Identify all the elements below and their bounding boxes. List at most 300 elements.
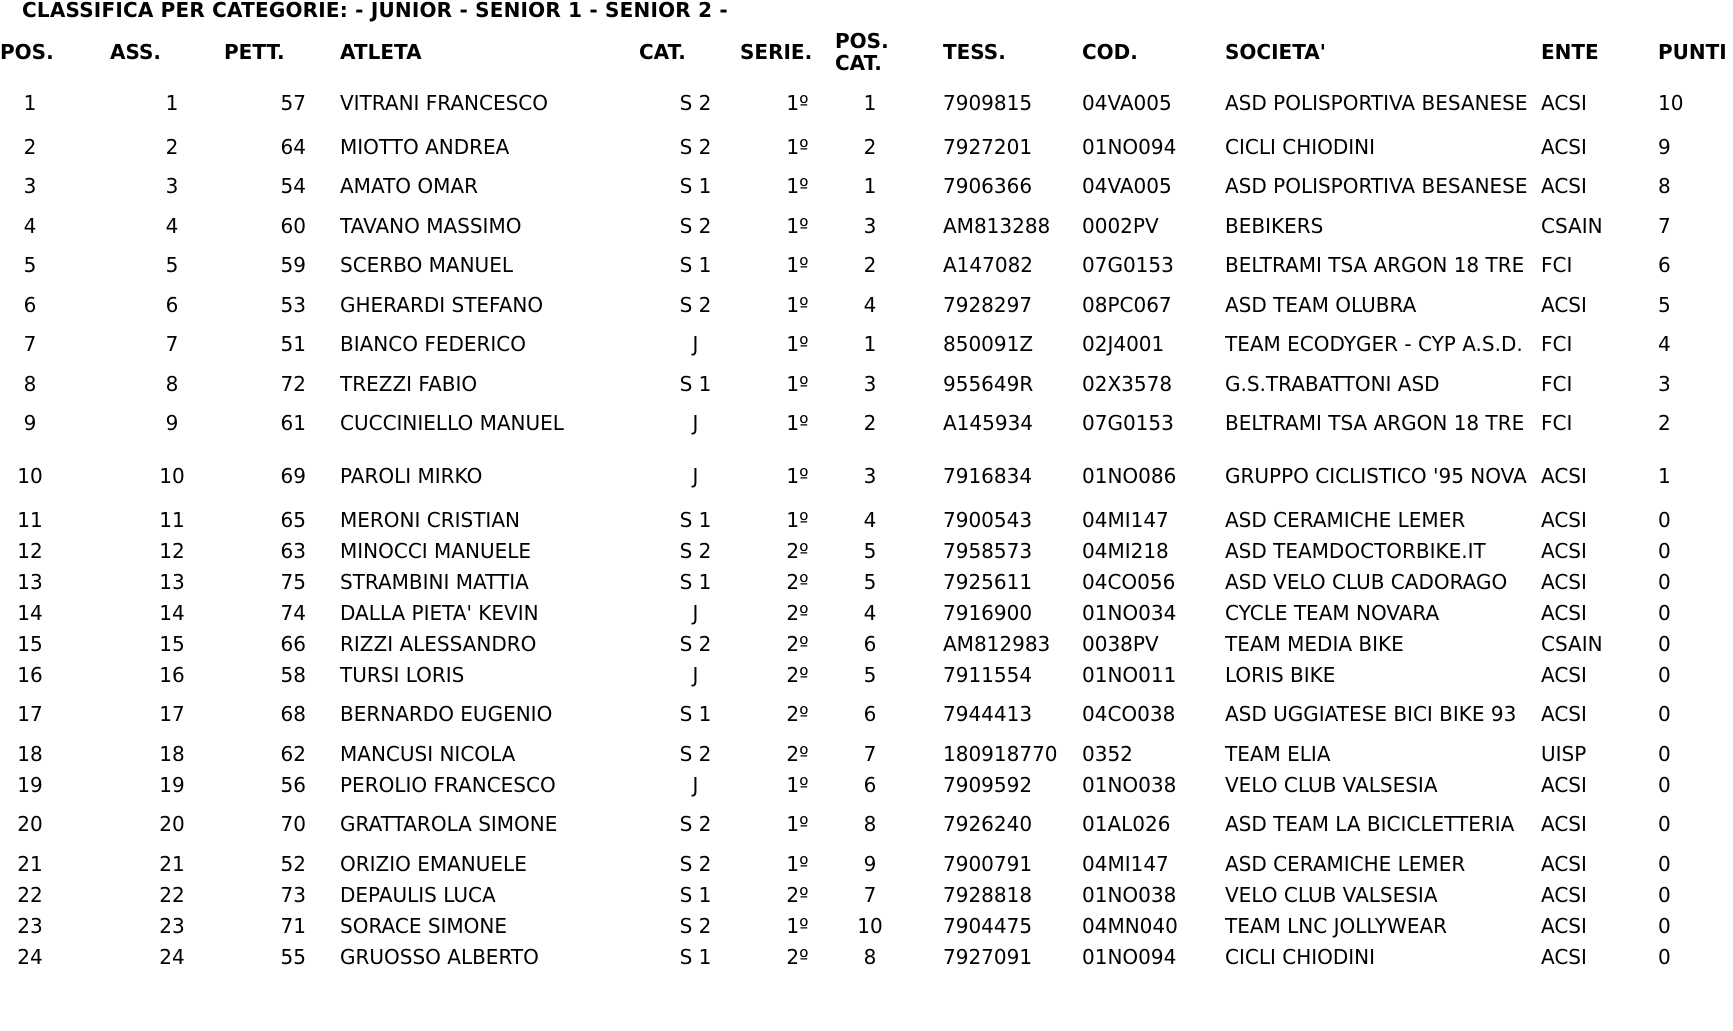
- cell-cat: S 2: [679, 213, 712, 238]
- cell-ente: ACSI: [1541, 913, 1587, 938]
- cell-atleta: BIANCO FEDERICO: [340, 332, 527, 356]
- cell-cat: J: [692, 600, 699, 625]
- cell-serie: 1º: [786, 772, 809, 797]
- cell-punti: 7: [1658, 213, 1671, 238]
- cell-serie: 1º: [786, 253, 809, 277]
- table-row: [0, 659, 1733, 690]
- cell-atleta: PEROLIO FRANCESCO: [340, 772, 556, 797]
- cell-cod: 04CO056: [1082, 569, 1176, 594]
- cell-societa: ASD POLISPORTIVA BESANESE: [1225, 174, 1528, 198]
- cell-serie: 2º: [786, 882, 809, 907]
- cell-cat: J: [692, 772, 699, 797]
- cell-ass: 6: [165, 292, 179, 317]
- cell-pett: 61: [280, 411, 306, 435]
- cell-ente: ACSI: [1541, 600, 1587, 625]
- cell-ass: 10: [159, 463, 185, 488]
- cell-societa: ASD TEAMDOCTORBIKE.IT: [1225, 538, 1486, 563]
- cell-tess: 7944413: [943, 702, 1033, 726]
- cell-atleta: CUCCINIELLO MANUEL: [340, 411, 564, 435]
- cell-punti: 0: [1658, 631, 1671, 656]
- cell-ass: 17: [159, 702, 185, 726]
- cell-serie: 1º: [786, 292, 809, 317]
- cell-societa: CYCLE TEAM NOVARA: [1225, 600, 1440, 625]
- header-pos-cat: [835, 30, 941, 74]
- cell-tess: 7906366: [943, 174, 1033, 198]
- cell-pos-cat: 6: [863, 702, 877, 726]
- cell-pett: 64: [280, 134, 306, 159]
- cell-pos: 7: [23, 332, 37, 356]
- cell-pos: 5: [23, 253, 37, 277]
- cell-pett: 72: [280, 371, 306, 396]
- cell-cat: J: [692, 463, 699, 488]
- cell-societa: BELTRAMI TSA ARGON 18 TRE: [1225, 411, 1525, 435]
- cell-cod: 01NO011: [1082, 662, 1177, 687]
- cell-ass: 14: [159, 600, 185, 625]
- cell-punti: 2: [1658, 411, 1671, 435]
- cell-tess: 7900791: [943, 851, 1033, 876]
- cell-ass: 2: [165, 134, 179, 159]
- cell-pett: 63: [280, 538, 306, 563]
- cell-pett: 69: [280, 463, 306, 488]
- cell-ente: FCI: [1541, 253, 1573, 277]
- cell-cod: 04VA005: [1082, 90, 1172, 115]
- cell-ass: 5: [165, 253, 179, 277]
- results-table: [0, 30, 1733, 972]
- cell-pos: 16: [17, 662, 43, 687]
- cell-pos-cat: 2: [863, 253, 877, 277]
- cell-punti: 0: [1658, 741, 1671, 766]
- cell-cod: 01NO094: [1082, 944, 1177, 969]
- cell-punti: 0: [1658, 507, 1671, 532]
- cell-ass: 8: [165, 371, 179, 396]
- cell-pos: 19: [17, 772, 43, 797]
- page-title: CLASSIFICA PER CATEGORIE: - JUNIOR - SENIOR 1 - SENIOR 2 -: [22, 0, 728, 22]
- header-punti: PUNTI: [1658, 40, 1727, 64]
- cell-pos: 8: [23, 371, 37, 396]
- cell-pett: 59: [280, 253, 306, 277]
- cell-cat: J: [692, 411, 699, 435]
- cell-ass: 15: [159, 631, 185, 656]
- header-atleta: ATLETA: [340, 40, 422, 64]
- table-row: [0, 941, 1733, 972]
- cell-cat: S 1: [679, 174, 712, 198]
- cell-pos: 18: [17, 741, 43, 766]
- cell-cod: 02X3578: [1082, 371, 1173, 396]
- cell-serie: 1º: [786, 507, 809, 532]
- cell-serie: 1º: [786, 851, 809, 876]
- cell-atleta: TAVANO MASSIMO: [340, 213, 522, 238]
- cell-societa: ASD POLISPORTIVA BESANESE: [1225, 90, 1528, 115]
- cell-ente: ACSI: [1541, 90, 1587, 115]
- cell-ass: 16: [159, 662, 185, 687]
- cell-atleta: MINOCCI MANUELE: [340, 538, 531, 563]
- cell-tess: 7909815: [943, 90, 1033, 115]
- cell-serie: 1º: [786, 332, 809, 356]
- cell-pos-cat: 9: [863, 851, 877, 876]
- cell-serie: 2º: [786, 702, 809, 726]
- cell-pos: 21: [17, 851, 43, 876]
- cell-societa: TEAM ELIA: [1225, 741, 1331, 766]
- cell-cat: S 1: [679, 882, 712, 907]
- header-pett: PETT.: [224, 40, 285, 64]
- cell-tess: 7926240: [943, 812, 1033, 836]
- cell-cod: 04MI147: [1082, 851, 1169, 876]
- cell-pos: 12: [17, 538, 43, 563]
- cell-punti: 0: [1658, 812, 1671, 836]
- cell-pett: 68: [280, 702, 306, 726]
- cell-tess: 7904475: [943, 913, 1033, 938]
- cell-pett: 65: [280, 507, 306, 532]
- header-pos: POS.: [0, 40, 54, 64]
- cell-ente: ACSI: [1541, 134, 1587, 159]
- table-row: [0, 848, 1733, 879]
- cell-tess: 7925611: [943, 569, 1033, 594]
- cell-punti: 4: [1658, 332, 1671, 356]
- cell-societa: CICLI CHIODINI: [1225, 134, 1376, 159]
- cell-pos-cat: 7: [863, 741, 877, 766]
- cell-cat: S 2: [679, 134, 712, 159]
- cell-serie: 1º: [786, 90, 809, 115]
- cell-atleta: TREZZI FABIO: [340, 371, 478, 396]
- cell-tess: 7916834: [943, 463, 1033, 488]
- cell-cod: 04MN040: [1082, 913, 1178, 938]
- cell-atleta: VITRANI FRANCESCO: [340, 90, 549, 115]
- cell-atleta: GRATTAROLA SIMONE: [340, 812, 558, 836]
- cell-cat: S 2: [679, 741, 712, 766]
- cell-punti: 0: [1658, 882, 1671, 907]
- cell-serie: 1º: [786, 463, 809, 488]
- cell-pos-cat: 4: [863, 507, 877, 532]
- cell-pett: 74: [280, 600, 306, 625]
- cell-cod: 0038PV: [1082, 631, 1159, 656]
- cell-pett: 57: [280, 90, 306, 115]
- cell-cod: 04VA005: [1082, 174, 1172, 198]
- cell-punti: 0: [1658, 944, 1671, 969]
- table-row: [0, 535, 1733, 566]
- cell-tess: 7909592: [943, 772, 1033, 797]
- header-societa: SOCIETA': [1225, 40, 1326, 64]
- cell-atleta: TURSI LORIS: [340, 662, 465, 687]
- cell-pos-cat: 2: [863, 134, 877, 159]
- cell-cod: 0002PV: [1082, 213, 1159, 238]
- cell-pos-cat: 3: [863, 463, 877, 488]
- table-row: [0, 769, 1733, 800]
- cell-ass: 13: [159, 569, 185, 594]
- cell-cod: 01NO094: [1082, 134, 1177, 159]
- cell-pett: 60: [280, 213, 306, 238]
- cell-pett: 54: [280, 174, 306, 198]
- cell-pos: 3: [23, 174, 37, 198]
- cell-ente: ACSI: [1541, 812, 1587, 836]
- cell-cat: S 1: [679, 507, 712, 532]
- cell-pos: 20: [17, 812, 43, 836]
- cell-tess: 955649R: [943, 371, 1034, 396]
- cell-pos: 11: [17, 507, 43, 532]
- cell-pos: 9: [23, 411, 37, 435]
- cell-serie: 1º: [786, 213, 809, 238]
- cell-societa: CICLI CHIODINI: [1225, 944, 1376, 969]
- table-row: [0, 241, 1733, 289]
- cell-atleta: GRUOSSO ALBERTO: [340, 944, 539, 969]
- cell-pos-cat: 8: [863, 944, 877, 969]
- cell-ente: CSAIN: [1541, 213, 1603, 238]
- cell-pett: 66: [280, 631, 306, 656]
- cell-pos-cat: 4: [863, 600, 877, 625]
- cell-ente: ACSI: [1541, 174, 1587, 198]
- table-row: [0, 566, 1733, 597]
- cell-cod: 01AL026: [1082, 812, 1171, 836]
- cell-atleta: GHERARDI STEFANO: [340, 292, 544, 317]
- cell-pett: 52: [280, 851, 306, 876]
- cell-punti: 10: [1658, 90, 1684, 115]
- cell-ass: 9: [165, 411, 179, 435]
- cell-ass: 4: [165, 213, 179, 238]
- cell-serie: 2º: [786, 600, 809, 625]
- cell-cod: 04CO038: [1082, 702, 1176, 726]
- cell-cat: S 2: [679, 631, 712, 656]
- cell-societa: ASD UGGIATESE BICI BIKE 93: [1225, 702, 1517, 726]
- cell-serie: 1º: [786, 371, 809, 396]
- cell-serie: 1º: [786, 174, 809, 198]
- cell-societa: TEAM LNC JOLLYWEAR: [1225, 913, 1448, 938]
- cell-societa: VELO CLUB VALSESIA: [1225, 772, 1438, 797]
- cell-ass: 24: [159, 944, 185, 969]
- cell-pos: 17: [17, 702, 43, 726]
- cell-societa: BEBIKERS: [1225, 213, 1324, 238]
- cell-pett: 71: [280, 913, 306, 938]
- cell-cat: S 2: [679, 292, 712, 317]
- table-row: [0, 162, 1733, 210]
- cell-tess: 7900543: [943, 507, 1033, 532]
- cell-punti: 0: [1658, 662, 1671, 687]
- cell-ass: 21: [159, 851, 185, 876]
- header-cat: CAT.: [639, 40, 686, 64]
- table-row: [0, 879, 1733, 910]
- cell-pos-cat: 1: [863, 174, 877, 198]
- table-row: [0, 447, 1733, 504]
- cell-societa: LORIS BIKE: [1225, 662, 1336, 687]
- cell-serie: 2º: [786, 662, 809, 687]
- cell-cod: 01NO086: [1082, 463, 1177, 488]
- cell-societa: TEAM ECODYGER - CYP A.S.D.: [1225, 332, 1523, 356]
- header-row: [0, 30, 1733, 74]
- table-row: [0, 504, 1733, 535]
- cell-pos-cat: 5: [863, 569, 877, 594]
- cell-atleta: STRAMBINI MATTIA: [340, 569, 529, 594]
- cell-atleta: RIZZI ALESSANDRO: [340, 631, 537, 656]
- cell-atleta: ORIZIO EMANUELE: [340, 851, 527, 876]
- cell-serie: 2º: [786, 569, 809, 594]
- cell-atleta: SCERBO MANUEL: [340, 253, 513, 277]
- cell-ente: ACSI: [1541, 851, 1587, 876]
- cell-atleta: AMATO OMAR: [340, 174, 478, 198]
- cell-cod: 04MI147: [1082, 507, 1169, 532]
- cell-ass: 23: [159, 913, 185, 938]
- cell-tess: 7927091: [943, 944, 1033, 969]
- cell-ass: 7: [165, 332, 179, 356]
- cell-pett: 73: [280, 882, 306, 907]
- cell-pett: 58: [280, 662, 306, 687]
- cell-pos: 15: [17, 631, 43, 656]
- cell-punti: 8: [1658, 174, 1671, 198]
- cell-pos-cat: 3: [863, 213, 877, 238]
- cell-ass: 3: [165, 174, 179, 198]
- table-row: [0, 368, 1733, 399]
- cell-tess: 850091Z: [943, 332, 1034, 356]
- cell-ente: ACSI: [1541, 702, 1587, 726]
- cell-ente: ACSI: [1541, 463, 1587, 488]
- cell-pos-cat: 4: [863, 292, 877, 317]
- cell-ente: ACSI: [1541, 944, 1587, 969]
- cell-ass: 12: [159, 538, 185, 563]
- header-pos-cat-line2: CAT.: [835, 51, 882, 74]
- table-row: [0, 597, 1733, 628]
- cell-ente: ACSI: [1541, 772, 1587, 797]
- cell-pos-cat: 6: [863, 631, 877, 656]
- cell-serie: 2º: [786, 538, 809, 563]
- table-row: [0, 74, 1733, 131]
- header-pos-cat-line1: POS.: [835, 30, 889, 53]
- cell-pos: 1: [23, 90, 37, 115]
- cell-cod: 01NO038: [1082, 772, 1177, 797]
- cell-ass: 11: [159, 507, 185, 532]
- cell-pos-cat: 8: [863, 812, 877, 836]
- results-body: [0, 74, 1733, 972]
- header-ass: ASS.: [110, 40, 161, 64]
- cell-societa: G.S.TRABATTONI ASD: [1225, 371, 1440, 396]
- cell-punti: 9: [1658, 134, 1671, 159]
- header-serie: SERIE.: [740, 40, 813, 64]
- cell-atleta: DEPAULIS LUCA: [340, 882, 496, 907]
- cell-tess: 180918770: [943, 741, 1058, 766]
- table-row: [0, 690, 1733, 738]
- cell-punti: 3: [1658, 371, 1671, 396]
- cell-ass: 20: [159, 812, 185, 836]
- cell-pos: 23: [17, 913, 43, 938]
- cell-cat: J: [692, 332, 699, 356]
- cell-atleta: SORACE SIMONE: [340, 913, 508, 938]
- cell-cod: 02J4001: [1082, 332, 1165, 356]
- cell-pett: 75: [280, 569, 306, 594]
- cell-punti: 0: [1658, 913, 1671, 938]
- table-row: [0, 738, 1733, 769]
- cell-societa: ASD TEAM OLUBRA: [1225, 292, 1417, 317]
- cell-cod: 0352: [1082, 741, 1133, 766]
- cell-cat: S 2: [679, 90, 712, 115]
- cell-cod: 07G0153: [1082, 411, 1174, 435]
- cell-pett: 56: [280, 772, 306, 797]
- table-row: [0, 800, 1733, 848]
- cell-tess: 7958573: [943, 538, 1033, 563]
- cell-tess: A147082: [943, 253, 1034, 277]
- cell-cat: S 1: [679, 702, 712, 726]
- cell-punti: 0: [1658, 600, 1671, 625]
- cell-pos-cat: 5: [863, 538, 877, 563]
- table-row: [0, 628, 1733, 659]
- cell-ente: ACSI: [1541, 507, 1587, 532]
- cell-ente: ACSI: [1541, 292, 1587, 317]
- cell-atleta: MANCUSI NICOLA: [340, 741, 516, 766]
- cell-ente: FCI: [1541, 371, 1573, 396]
- cell-serie: 1º: [786, 913, 809, 938]
- cell-serie: 1º: [786, 812, 809, 836]
- cell-tess: 7916900: [943, 600, 1033, 625]
- cell-cat: S 2: [679, 538, 712, 563]
- cell-tess: 7928818: [943, 882, 1033, 907]
- cell-punti: 0: [1658, 851, 1671, 876]
- cell-pos-cat: 5: [863, 662, 877, 687]
- cell-punti: 0: [1658, 569, 1671, 594]
- cell-cod: 01NO034: [1082, 600, 1177, 625]
- cell-tess: AM813288: [943, 213, 1051, 238]
- cell-societa: TEAM MEDIA BIKE: [1225, 631, 1404, 656]
- cell-tess: 7928297: [943, 292, 1033, 317]
- cell-punti: 0: [1658, 538, 1671, 563]
- cell-tess: AM812983: [943, 631, 1051, 656]
- cell-cat: S 2: [679, 913, 712, 938]
- table-row: [0, 320, 1733, 368]
- cell-pett: 51: [280, 332, 306, 356]
- cell-cat: S 2: [679, 851, 712, 876]
- cell-tess: 7911554: [943, 662, 1033, 687]
- cell-cod: 04MI218: [1082, 538, 1169, 563]
- cell-pos: 14: [17, 600, 43, 625]
- cell-ass: 19: [159, 772, 185, 797]
- cell-societa: ASD VELO CLUB CADORAGO: [1225, 569, 1508, 594]
- cell-cat: S 2: [679, 812, 712, 836]
- cell-pett: 55: [280, 944, 306, 969]
- cell-cat: S 1: [679, 569, 712, 594]
- header-cod: COD.: [1082, 40, 1138, 64]
- cell-ente: FCI: [1541, 411, 1573, 435]
- cell-tess: 7927201: [943, 134, 1033, 159]
- table-row: [0, 210, 1733, 241]
- table-row: [0, 910, 1733, 941]
- cell-atleta: PAROLI MIRKO: [340, 463, 483, 488]
- cell-pos: 6: [23, 292, 37, 317]
- cell-societa: GRUPPO CICLISTICO '95 NOVA: [1225, 463, 1527, 488]
- cell-cat: J: [692, 662, 699, 687]
- cell-punti: 0: [1658, 772, 1671, 797]
- cell-atleta: MIOTTO ANDREA: [340, 134, 510, 159]
- cell-ente: ACSI: [1541, 662, 1587, 687]
- cell-pos: 22: [17, 882, 43, 907]
- cell-punti: 0: [1658, 702, 1671, 726]
- cell-ass: 22: [159, 882, 185, 907]
- cell-pett: 70: [280, 812, 306, 836]
- cell-punti: 5: [1658, 292, 1671, 317]
- cell-societa: ASD CERAMICHE LEMER: [1225, 851, 1466, 876]
- cell-pett: 53: [280, 292, 306, 317]
- cell-cod: 08PC067: [1082, 292, 1172, 317]
- cell-serie: 1º: [786, 411, 809, 435]
- cell-ente: ACSI: [1541, 882, 1587, 907]
- cell-atleta: MERONI CRISTIAN: [340, 507, 520, 532]
- cell-serie: 2º: [786, 741, 809, 766]
- cell-pos: 24: [17, 944, 43, 969]
- cell-societa: ASD CERAMICHE LEMER: [1225, 507, 1466, 532]
- cell-ente: ACSI: [1541, 569, 1587, 594]
- cell-societa: BELTRAMI TSA ARGON 18 TRE: [1225, 253, 1525, 277]
- cell-pos-cat: 6: [863, 772, 877, 797]
- cell-cat: S 1: [679, 371, 712, 396]
- table-row: [0, 131, 1733, 162]
- cell-pos: 10: [17, 463, 43, 488]
- cell-ass: 1: [165, 90, 179, 115]
- cell-pos: 2: [23, 134, 37, 159]
- cell-punti: 1: [1658, 463, 1671, 488]
- cell-pett: 62: [280, 741, 306, 766]
